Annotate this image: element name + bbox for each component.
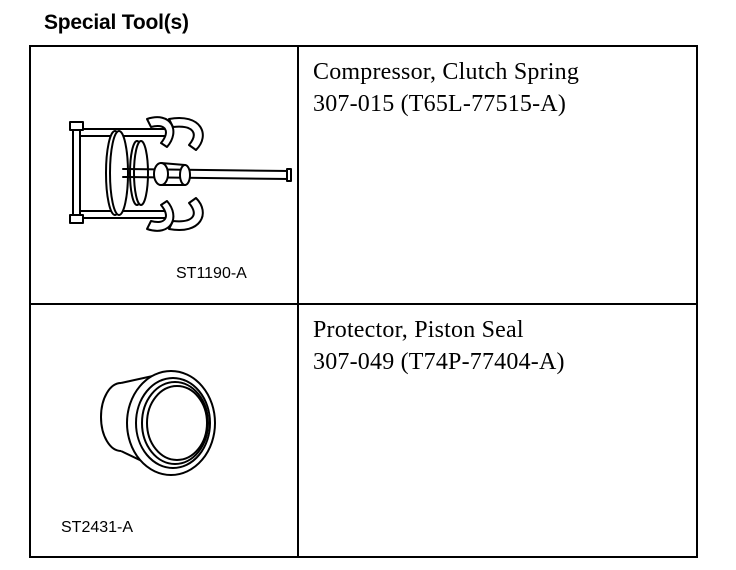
illustration-cell bbox=[31, 47, 299, 303]
illustration-code: ST1190-A bbox=[176, 265, 247, 282]
clutch-spring-compressor-icon bbox=[61, 105, 271, 275]
illustration-cell bbox=[31, 305, 299, 556]
special-tools-table bbox=[29, 45, 698, 558]
tool-number: 307-049 (T74P-77404-A) bbox=[313, 349, 565, 375]
page-title: Special Tool(s) bbox=[44, 11, 189, 34]
piston-seal-protector-icon bbox=[91, 367, 221, 477]
tool-name: Protector, Piston Seal bbox=[313, 317, 524, 343]
illustration-code: ST2431-A bbox=[61, 519, 134, 536]
tool-number: 307-015 (T65L-77515-A) bbox=[313, 91, 567, 117]
tool-row-piston-seal-protector bbox=[31, 305, 696, 556]
description-cell bbox=[299, 47, 696, 303]
description-cell bbox=[299, 305, 696, 556]
tool-row-clutch-spring-compressor bbox=[31, 47, 696, 305]
tool-name: Compressor, Clutch Spring bbox=[313, 59, 580, 85]
